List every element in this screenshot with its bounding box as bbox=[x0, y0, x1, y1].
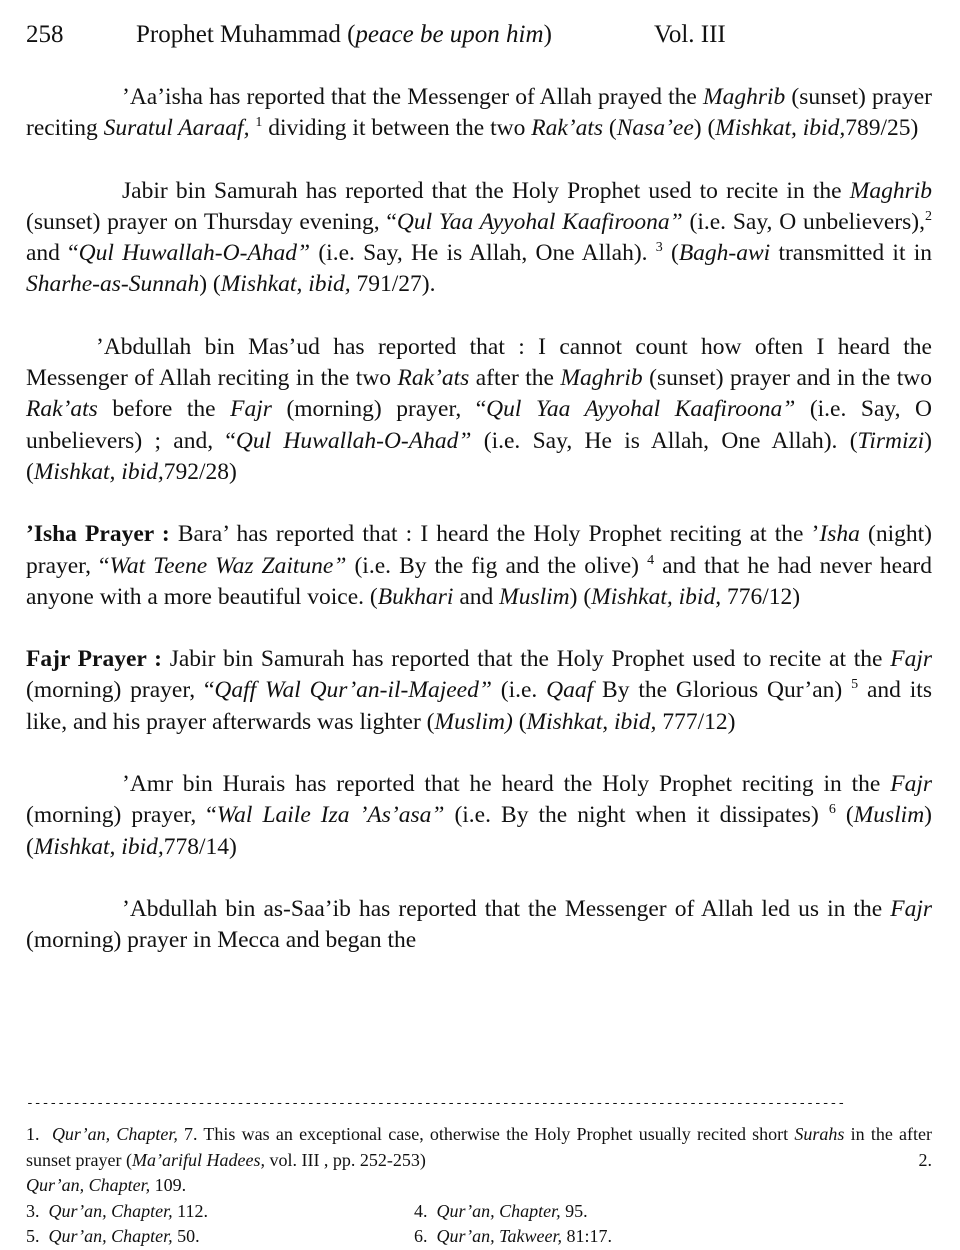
paragraph-amr-hurais: ’Amr bin Hurais has reported that he heard the Holy Prophet reciting in the Fajr (morning) prayer, “Wal Laile Iza ’As’asa” (i.e. By the night when it dissipates) $^6$ (Muslim) (Mishkat, ibid,778/14) bbox=[26, 771, 932, 860]
paragraph-jabir-maghrib: Jabir bin Samurah has reported that the Holy Prophet used to recite in the Maghrib (sunset) prayer on Thursday evening, “Qul Yaa Ayyohal Kaafiroona” (i.e. Say, O unbelievers),$^2$ and “Qul Huwallah-O-Ahad” (i.e. Say, He is Allah, One Allah). $^3$ (Bagh-awi transmitted it in Sharhe-as-Sunnah) (Mishkat, ibid, 791/27). bbox=[26, 177, 932, 298]
footnote-row-5-6 bbox=[26, 1224, 932, 1250]
paragraph-abdullah-saaib: ’Abdullah bin as-Saa’ib has reported that the Messenger of Allah led us in the Fajr (morning) prayer in Mecca and began the bbox=[26, 895, 932, 954]
footnotes bbox=[26, 1122, 932, 1250]
footnote-2: Qur’an, Chapter, 109. bbox=[26, 1175, 187, 1195]
footnote-3: 3. Qur’an, Chapter, 112. bbox=[26, 1200, 209, 1221]
footnote-4: 4. Qur’an, Chapter, 95. bbox=[414, 1200, 588, 1221]
section-label-fajr: Fajr Prayer : bbox=[26, 646, 162, 673]
footnote-ref-2: 2 bbox=[924, 208, 932, 224]
footnote-ref-6: 6 bbox=[828, 802, 836, 818]
book-title: Prophet Muhammad (peace be upon him) bbox=[136, 21, 552, 48]
volume-label: Vol. III bbox=[654, 21, 726, 48]
section-label-isha: ’Isha Prayer : bbox=[26, 521, 170, 548]
paragraph-abdullah-masud: ’Abdullah bin Mas’ud has reported that : I cannot count how often I heard the Messenger of Allah reciting in the two Rak’ats after the Maghrib (sunset) prayer and in the two Rak’ats before the Fajr (morning) prayer, “Qul Yaa Ayyohal Kaafiroona” (i.e. Say, O unbelievers) ; and, “Qul Huwallah-O-Ahad” (i.e. Say, He is Allah, One Allah). (Tirmizi) (Mishkat, ibid,792/28) bbox=[26, 333, 932, 485]
page-number: 258 bbox=[26, 21, 64, 48]
paragraph-fajr-prayer: Fajr Prayer : Jabir bin Samurah has reported that the Holy Prophet used to recite at the Fajr (morning) prayer, “Qaff Wal Qur’an-il-Majeed” (i.e. Qaaf By the Glorious Qur’an) $^5$ and its like, and his prayer afterwards was lighter (Muslim) (Mishkat, ibid, 777/12) bbox=[26, 646, 932, 735]
footnote-6: 6. Qur’an, Takweer, 81:17. bbox=[414, 1226, 613, 1246]
footnote-row-3-4 bbox=[26, 1199, 932, 1225]
running-header bbox=[26, 18, 936, 52]
footnote-ref-5: 5 bbox=[851, 677, 859, 693]
paragraph-aaisha: ’Aa’isha has reported that the Messenger of Allah prayed the Maghrib (sunset) prayer reciting Suratul Aaraaf, $^1$ dividing it between the two Rak’ats (Nasa’ee) (Mishkat, ibid,789/25) bbox=[26, 84, 932, 142]
footnote-ref-4: 4 bbox=[647, 552, 655, 568]
footnote-ref-3: 3 bbox=[655, 240, 663, 256]
footnote-2-number: 2. bbox=[918, 1149, 932, 1170]
footnote-5: 5. Qur’an, Chapter, 50. bbox=[26, 1226, 200, 1246]
footnote-ref-1: 1 bbox=[255, 115, 263, 131]
footnote-1: 1. Qur’an, Chapter, 7. This was an exceptional case, otherwise the Holy Prophet usually recited short Surahs in the after sunset prayer (Ma’ariful Hadees, vol. III , pp. 252-253) 2. bbox=[26, 1122, 932, 1173]
page-body bbox=[26, 82, 932, 957]
paragraph-isha-prayer: ’Isha Prayer : Bara’ has reported that : I heard the Holy Prophet reciting at the ’Isha (night) prayer, “Wat Teene Waz Zaitune” (i.e. By the fig and the olive) $^4$ and that he had never heard anyone with a more beautiful voice. (Bukhari and Muslim) (Mishkat, ibid, 776/12) bbox=[26, 521, 933, 610]
footnote-separator: --------------------------------------------------------------------------------------------------------- bbox=[26, 1096, 846, 1111]
